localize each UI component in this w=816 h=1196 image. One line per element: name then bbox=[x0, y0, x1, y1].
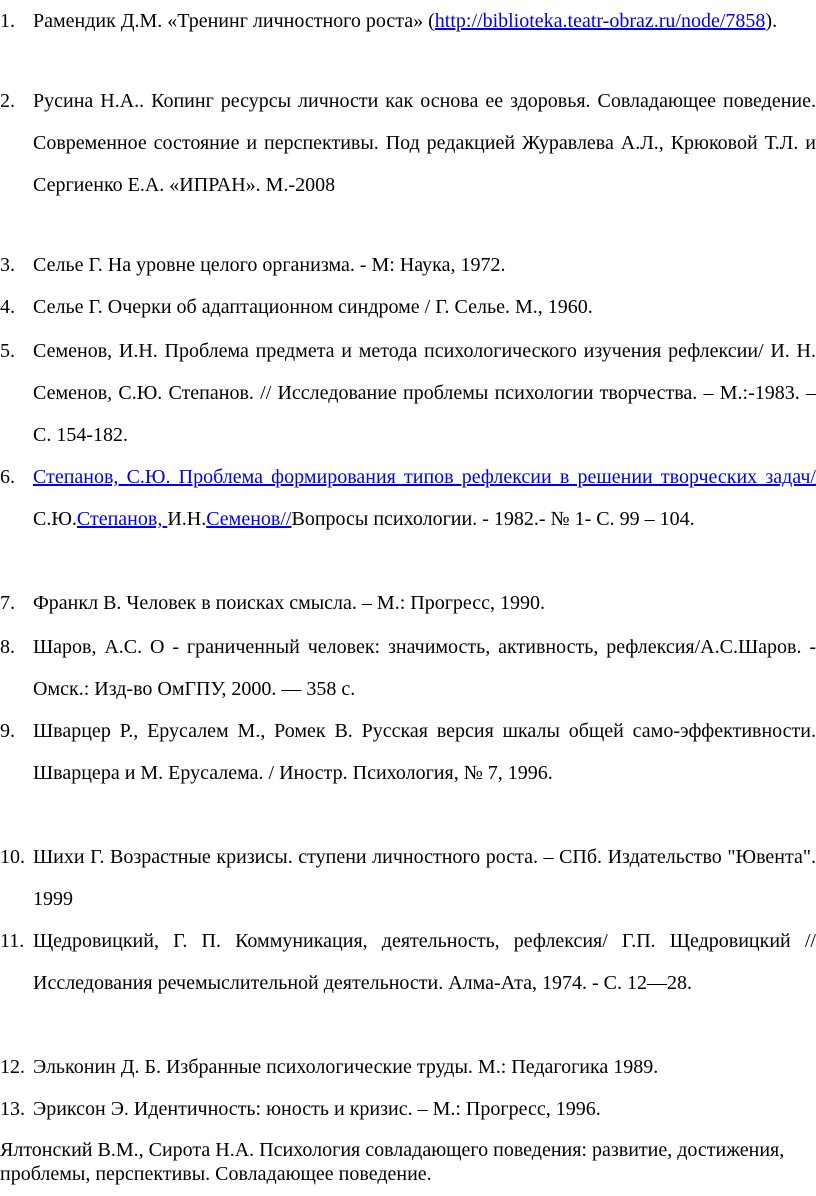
reference-text bbox=[33, 920, 816, 1004]
reference-item bbox=[0, 286, 816, 328]
reference-link[interactable]: Степанов, С.Ю. bbox=[33, 466, 179, 488]
reference-text-segment: Рамендик Д.М. «Тренинг личностного роста» ( bbox=[33, 10, 435, 32]
reference-number: 4. bbox=[0, 296, 15, 318]
reference-text-segment: Селье Г. На уровне целого организма. - М: Наука, 1972. bbox=[33, 254, 506, 276]
reference-text bbox=[33, 1046, 816, 1088]
reference-text bbox=[33, 286, 816, 328]
reference-text bbox=[33, 626, 816, 710]
reference-text bbox=[33, 80, 816, 206]
reference-text bbox=[33, 0, 816, 42]
reference-number: 12. bbox=[0, 1056, 25, 1078]
reference-link[interactable]: Степанов, bbox=[76, 508, 168, 530]
reference-text-segment: Щедровицкий, Г. П. Коммуникация, деятельность, рефлексия/ Г.П. Щедровицкий // Исследования речемыслительной деятельности. Алма-Ата, 1974. - С. 12—28. bbox=[33, 930, 816, 994]
reference-text-segment: Шварцер Р., Ерусалем М., Ромек В. Русская версия шкалы общей само-эффективности. Шварцера и М. Ерусалема. / Иностр. Психология, № 7, 1996. bbox=[33, 720, 816, 784]
reference-item bbox=[0, 0, 816, 42]
reference-text bbox=[33, 710, 816, 794]
reference-text-segment: С.Ю. bbox=[33, 508, 77, 530]
reference-text-segment: Шаров, А.С. О - граниченный человек: значимость, активность, рефлексия/А.С.Шаров. - Омск.: Изд-во ОмГПУ, 2000. — 358 с. bbox=[33, 636, 816, 700]
reference-text bbox=[33, 330, 816, 456]
reference-text-segment: Русина Н.А.. Копинг ресурсы личности как основа ее здоровья. Совладающее поведение. Современное состояние и перспективы. Под редакцией Журавлева А.Л., Крюковой Т.Л. и Сергиенко Е.А. «ИПРАН». М.-2008 bbox=[33, 90, 816, 196]
reference-item bbox=[0, 1046, 816, 1088]
reference-number: 8. bbox=[0, 636, 15, 658]
reference-link[interactable]: http://biblioteka.teatr-obraz.ru/node/7858 bbox=[434, 10, 766, 32]
reference-number: 1. bbox=[0, 10, 15, 32]
reference-text bbox=[33, 582, 816, 624]
reference-text-segment: Шихи Г. Возрастные кризисы. ступени личностного роста. – СПб. Издательство "Ювента". 1999 bbox=[33, 846, 816, 910]
reference-item bbox=[0, 582, 816, 624]
reference-item bbox=[0, 330, 816, 456]
reference-number: 2. bbox=[0, 90, 15, 112]
reference-number: 6. bbox=[0, 466, 15, 488]
reference-item bbox=[0, 1088, 816, 1130]
reference-text bbox=[33, 456, 816, 540]
reference-number: 13. bbox=[0, 1098, 25, 1120]
reference-text bbox=[33, 1088, 816, 1130]
reference-number: 10. bbox=[0, 846, 25, 868]
reference-item bbox=[0, 710, 816, 794]
reference-item bbox=[0, 836, 816, 920]
reference-text-segment: Селье Г. Очерки об адаптационном синдроме / Г. Селье. М., 1960. bbox=[33, 296, 593, 318]
reference-number: 5. bbox=[0, 340, 15, 362]
reference-text-segment: Франкл В. Человек в поисках смысла. – М.: Прогресс, 1990. bbox=[33, 592, 546, 614]
reference-text-segment: ). bbox=[765, 10, 778, 32]
reference-text-segment: Эриксон Э. Идентичность: юность и кризис. – М.: Прогресс, 1996. bbox=[33, 1098, 601, 1120]
reference-text-segment: Вопросы психологии. - 1982.- № 1- С. 99 – 104. bbox=[291, 508, 695, 530]
reference-link[interactable]: Проблема формирования типов рефлексии в решении творческих задач/ bbox=[178, 466, 816, 488]
reference-number: 3. bbox=[0, 254, 15, 276]
reference-item bbox=[0, 80, 816, 206]
reference-text bbox=[33, 244, 816, 286]
reference-text-segment: Семенов, И.Н. Проблема предмета и метода психологического изучения рефлексии/ И. Н. Семенов, С.Ю. Степанов. // Исследование проблемы психологии творчества. – М.:-1983. – С. 154-182. bbox=[33, 340, 816, 446]
reference-text bbox=[33, 836, 816, 920]
reference-text-segment: И.Н. bbox=[167, 508, 207, 530]
reference-number: 9. bbox=[0, 720, 15, 742]
reference-item bbox=[0, 244, 816, 286]
reference-item bbox=[0, 456, 816, 540]
reference-item bbox=[0, 920, 816, 1004]
reference-text-segment: Эльконин Д. Б. Избранные психологические труды. М.: Педагогика 1989. bbox=[33, 1056, 659, 1078]
trailing-paragraph: Ялтонский В.М., Сирота Н.А. Психология совладающего поведения: развитие, достижения, проблемы, перспективы. Совладающее поведение. bbox=[0, 1139, 785, 1185]
reference-item bbox=[0, 626, 816, 710]
reference-link[interactable]: Семенов// bbox=[206, 508, 292, 530]
reference-number: 11. bbox=[0, 930, 25, 952]
reference-number: 7. bbox=[0, 592, 15, 614]
